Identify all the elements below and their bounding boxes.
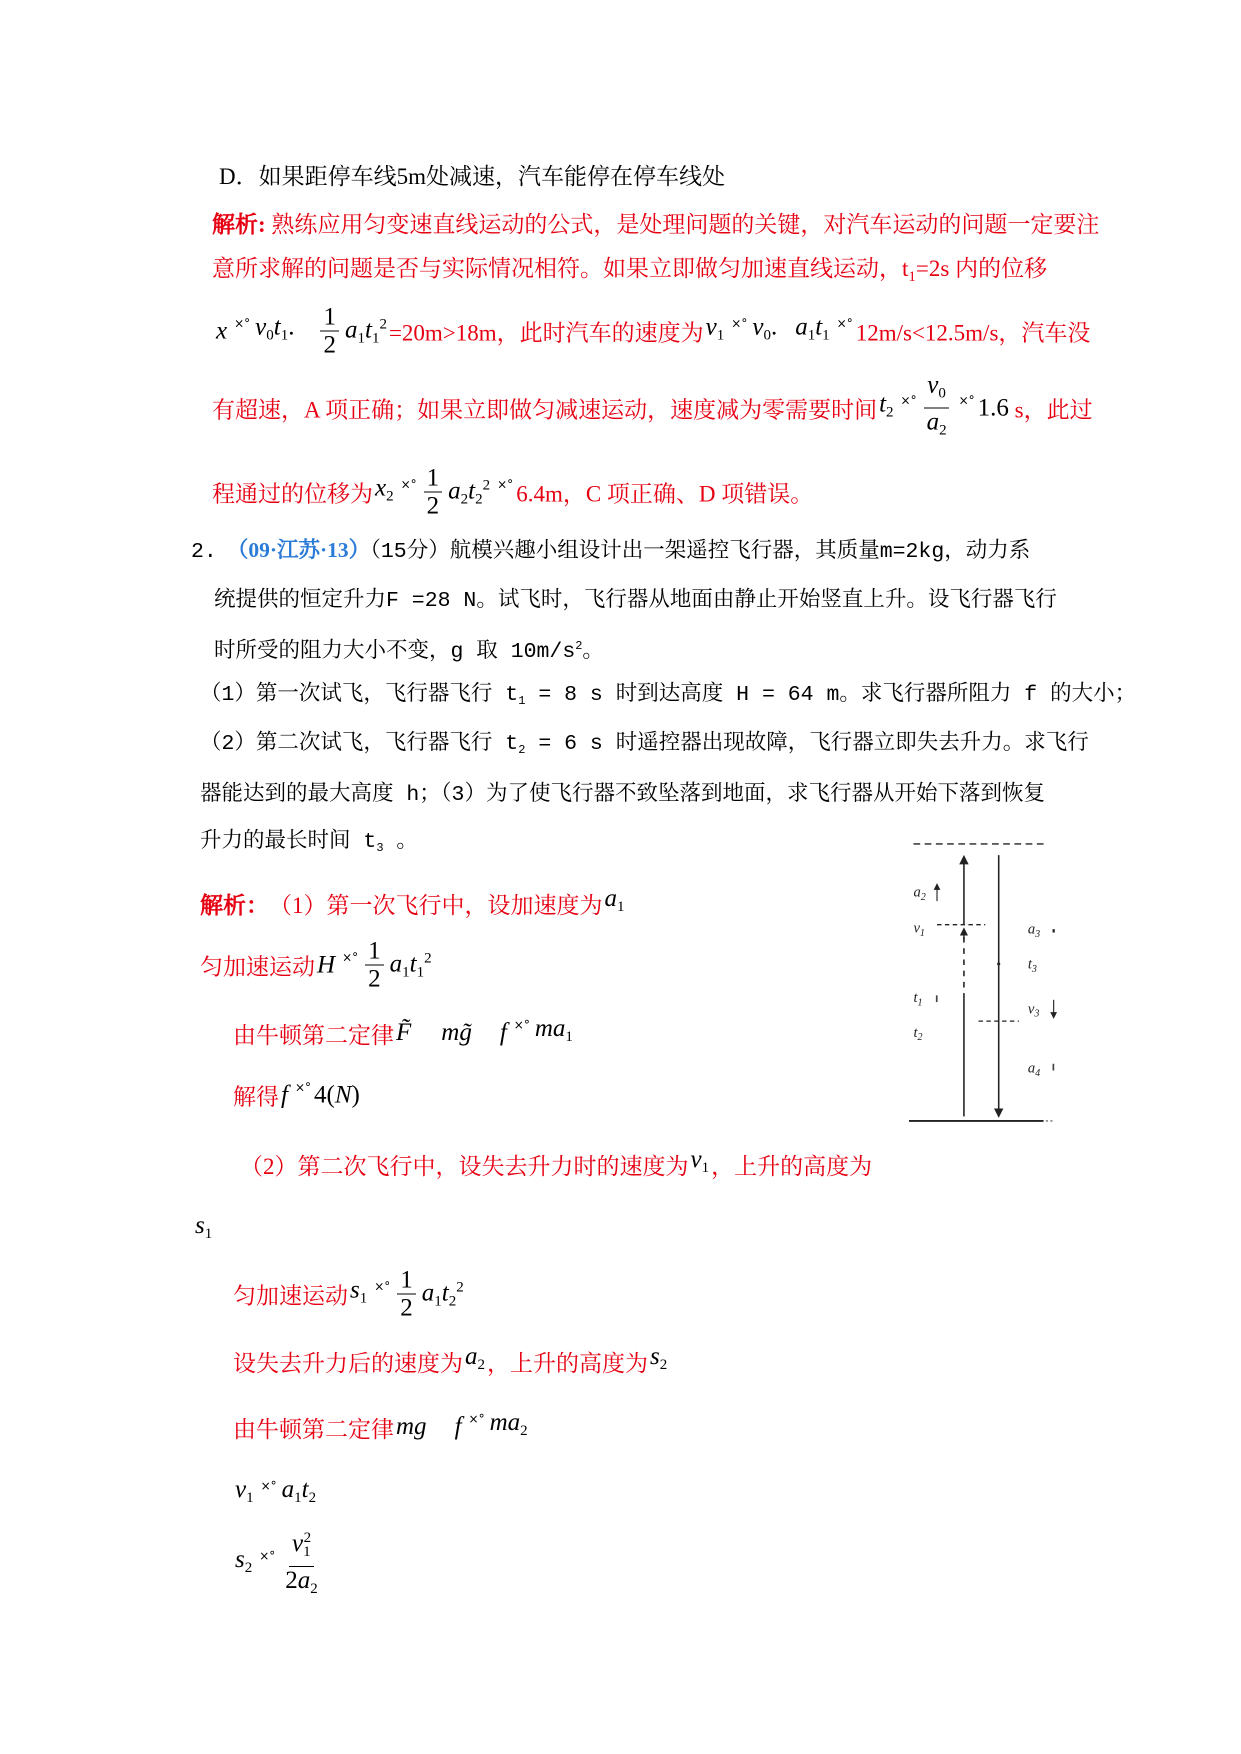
solution-text: s，此过 xyxy=(1008,397,1093,423)
t1-mark xyxy=(936,995,938,1002)
subscript: 2 xyxy=(520,1423,528,1439)
subscript: 1 xyxy=(822,327,830,343)
equals-symbol: ×° xyxy=(259,1549,276,1563)
fraction-numerator: 1 xyxy=(424,465,443,493)
solution-text: =20m>18m，此时汽车的速度为 xyxy=(388,320,704,346)
label-sub: 1 xyxy=(917,997,923,1009)
solution-text: 由牛顿第二定律 xyxy=(233,1416,394,1442)
superscript: 2 xyxy=(456,1279,464,1295)
diagram-label-a2 xyxy=(913,885,925,903)
label-sub: 4 xyxy=(1035,1068,1041,1080)
equals-symbol: ×° xyxy=(836,316,853,330)
math-paren: ) xyxy=(351,1081,360,1108)
time-value: 1.6 xyxy=(977,394,1009,421)
math-term-s1 xyxy=(350,1274,367,1314)
math-unit-N xyxy=(335,1079,352,1111)
subscript: 1 xyxy=(357,330,365,346)
diagram-label-a4 xyxy=(1028,1061,1040,1079)
subscript: 1 xyxy=(402,964,410,980)
fraction-numerator: 1 xyxy=(397,1267,416,1295)
label-var: t xyxy=(1027,956,1032,973)
fraction-numerator xyxy=(924,372,949,409)
subscript: 2 xyxy=(659,1357,668,1373)
diagram-label-a3 xyxy=(1028,922,1040,940)
fraction-one-half xyxy=(424,465,443,520)
subscript: 2 xyxy=(310,1581,318,1597)
math-var: v xyxy=(291,1530,304,1557)
motion-diagram xyxy=(900,830,1066,1136)
problem-text: = 8 s 时到达高度 H = 64 m。求飞行器所阻力 f 的大小； xyxy=(525,683,1137,707)
a4-mark xyxy=(1053,1064,1055,1071)
math-var: a xyxy=(389,950,403,977)
equals-symbol: ×° xyxy=(234,316,251,330)
superscript: 2 xyxy=(482,477,491,493)
descent-mark xyxy=(997,962,1000,965)
math-var: ma xyxy=(489,1409,521,1436)
math-var: v xyxy=(235,1476,247,1503)
math-var: t xyxy=(273,313,281,340)
subscript: 1 xyxy=(908,269,916,285)
problem-text: 。 xyxy=(582,640,604,664)
math-term-a2 xyxy=(465,1341,485,1381)
label-sub: 3 xyxy=(1035,929,1041,941)
subscript: 0 xyxy=(266,327,274,343)
subscript: 2 xyxy=(448,1293,457,1309)
solution2-line-11 xyxy=(233,1525,325,1603)
solution-text: 12m/s<12.5m/s，汽车没 xyxy=(855,320,1091,346)
math-term-a1t2 xyxy=(282,1474,316,1514)
solution2-line-3 xyxy=(233,1013,575,1053)
diagram-label-t1 xyxy=(913,990,922,1008)
subscript: 2 xyxy=(460,491,469,507)
math-var: a xyxy=(421,1279,435,1306)
subscript: 2 xyxy=(939,422,947,439)
math-var: x xyxy=(375,474,387,501)
solution-text: 设失去升力后的速度为 xyxy=(233,1350,463,1376)
math-var: mg̃ xyxy=(441,1019,472,1046)
solution2-line-2 xyxy=(200,938,434,993)
diagram-label-v1 xyxy=(913,921,925,939)
equals-symbol: ×° xyxy=(374,1279,391,1293)
solution-text: 匀加速运动 xyxy=(200,954,315,980)
math-number: 2 xyxy=(285,1567,298,1594)
fraction-numerator xyxy=(289,1525,314,1567)
diagram-label-t3 xyxy=(1028,956,1037,974)
label-var: t xyxy=(913,990,918,1007)
solution-text: （2）第二次飞行中，设失去升力时的速度为 xyxy=(240,1153,689,1179)
problem-source: （09·江苏·13） xyxy=(226,538,371,562)
math-number: 4( xyxy=(314,1081,335,1108)
math-dot: . xyxy=(770,313,778,340)
math-var: t xyxy=(364,316,372,343)
math-var: f xyxy=(499,1019,507,1046)
math-var: t xyxy=(815,313,823,340)
solution-text: ，上升的高度为 xyxy=(711,1153,873,1179)
label-var: v xyxy=(913,920,920,937)
problem-text: = 6 s 时遥控器出现故障，飞行器立即失去升力。求飞行 xyxy=(525,732,1089,756)
math-term-a1t2sq xyxy=(422,1271,464,1317)
problem-number: 2. xyxy=(191,540,217,564)
solution1-line-1 xyxy=(212,209,1099,241)
label-sub: 3 xyxy=(1034,1008,1040,1020)
superscript: 2 xyxy=(575,639,583,653)
math-var: v xyxy=(255,313,267,340)
math-var: t xyxy=(301,1476,309,1503)
problem-text: （2）第二次试飞，飞行器飞行 t xyxy=(200,732,519,756)
solution-text: =2s 内的位移 xyxy=(915,256,1048,281)
equals-symbol: ×° xyxy=(468,1412,485,1426)
fraction-denominator xyxy=(924,409,950,445)
math-var: f xyxy=(454,1413,462,1440)
subscript: 2 xyxy=(518,743,526,757)
label-var: v xyxy=(1027,1001,1035,1018)
fraction-v1sq-over-2a2 xyxy=(282,1525,321,1603)
subscript: 1 xyxy=(294,1490,302,1506)
math-var: a xyxy=(465,1343,478,1370)
subscript: 1 xyxy=(434,1293,442,1309)
solution2-line-10 xyxy=(233,1474,318,1514)
math-var: t xyxy=(441,1279,449,1306)
label-sub: 1 xyxy=(919,927,925,939)
math-term-F xyxy=(396,1017,411,1049)
solution1-line-5 xyxy=(212,465,813,520)
fraction-denominator xyxy=(282,1567,321,1603)
subscript: 1 xyxy=(280,327,289,343)
label-sub: 3 xyxy=(1031,963,1037,975)
problem2-question-1 xyxy=(200,679,1136,717)
subscript: 1 xyxy=(371,330,380,346)
subscript: 1 xyxy=(303,1544,311,1560)
math-var: s xyxy=(650,1343,660,1370)
problem-text: 器能达到的最大高度 h；（3）为了使飞行器不致坠落到地面，求飞行器从开始下落到恢复 xyxy=(200,783,1045,807)
math-term-f xyxy=(500,1017,507,1049)
subscript: 1 xyxy=(518,694,526,708)
problem-text: （1）第一次试飞，飞行器飞行 t xyxy=(200,683,519,707)
math-var: v xyxy=(705,313,717,340)
equals-symbol: ×° xyxy=(513,1018,530,1032)
subscript: 2 xyxy=(477,1357,485,1373)
fraction-denominator: 2 xyxy=(426,492,440,520)
math-var: a xyxy=(795,313,808,340)
math-var: mg xyxy=(396,1413,427,1440)
math-term-a2t2sq xyxy=(448,469,490,515)
subscript: 1 xyxy=(416,964,425,980)
problem-text: （15分）航模兴趣小组设计出一架遥控飞行器，其质量m=2kg，动力系 xyxy=(370,540,1031,564)
problem-text: 时所受的阻力大小不变，g 取 10m/s xyxy=(214,640,576,664)
solution1-formula-line xyxy=(214,304,1090,359)
solution-text: ，上升的高度为 xyxy=(487,1350,648,1376)
equals-symbol: ×° xyxy=(958,393,975,407)
math-term-a1t1 xyxy=(795,311,829,351)
math-var: F̃ xyxy=(396,1019,412,1046)
math-term-v0 xyxy=(752,311,777,351)
equals-symbol: ×° xyxy=(497,477,514,491)
fraction-one-half xyxy=(365,938,384,993)
math-term-ma2 xyxy=(490,1407,528,1447)
math-var: t xyxy=(879,390,887,417)
subscript: 2 xyxy=(386,488,394,504)
solution-label: 解析: xyxy=(212,212,266,237)
fraction-denominator: 2 xyxy=(323,331,336,359)
subscript: 3 xyxy=(376,841,384,855)
math-var: a xyxy=(344,316,358,343)
superscript: 2 xyxy=(424,950,432,966)
solution-label: 解析： xyxy=(200,892,269,918)
label-var: a xyxy=(1027,1060,1036,1077)
math-term-v1 xyxy=(706,311,725,351)
equals-symbol: ×° xyxy=(342,950,359,964)
solution2-line-9 xyxy=(233,1407,530,1447)
math-term-f xyxy=(281,1079,288,1111)
problem-text: 升力的最长时间 t xyxy=(200,830,377,854)
fraction-one-half xyxy=(397,1267,416,1322)
subscript: 0 xyxy=(763,327,771,343)
math-var: a xyxy=(297,1567,311,1594)
subscript: 1 xyxy=(246,1490,254,1506)
problem-text: 统提供的恒定升力F =28 N。试飞时，飞行器从地面由静止开始竖直上升。设飞行器飞行 xyxy=(214,589,1057,613)
math-term-v1 xyxy=(235,1474,254,1514)
math-term-s2 xyxy=(650,1341,667,1381)
math-term-v0t1 xyxy=(255,311,294,351)
math-term-ma1 xyxy=(535,1013,573,1053)
equals-symbol: ×° xyxy=(900,393,917,407)
math-term-a1 xyxy=(605,883,625,923)
diagram-label-t2 xyxy=(913,1025,922,1043)
math-term-s1 xyxy=(195,1210,212,1250)
math-term-x2 xyxy=(375,472,394,512)
subscript: 1 xyxy=(565,1029,573,1045)
math-var: v xyxy=(927,371,939,399)
label-var: t xyxy=(913,1024,918,1041)
fraction-denominator: 2 xyxy=(400,1294,413,1322)
solution-text: 解得 xyxy=(233,1084,279,1110)
problem2-line-1 xyxy=(191,534,1030,568)
problem2-question-2 xyxy=(200,728,1089,766)
solution2-line-4 xyxy=(233,1079,360,1112)
fraction-numerator: 1 xyxy=(365,938,384,966)
subscript: 1 xyxy=(204,1226,213,1242)
math-var: v xyxy=(690,1146,702,1173)
option-d-text: D．如果距停车线5m处减速，汽车能停在停车线处 xyxy=(219,164,725,189)
solution2-line-8 xyxy=(233,1341,669,1381)
subscript: 1 xyxy=(807,327,816,343)
label-var: a xyxy=(1027,921,1036,938)
math-var: ma xyxy=(534,1015,566,1042)
solution2-line-5 xyxy=(240,1144,872,1184)
math-var: a xyxy=(604,885,617,912)
label-sub: 2 xyxy=(917,1032,923,1044)
math-var: a xyxy=(448,477,461,504)
math-var: t xyxy=(409,950,417,977)
math-var: N xyxy=(334,1081,352,1108)
problem2-question-4 xyxy=(200,826,418,864)
math-var: s xyxy=(235,1546,245,1573)
math-var: s xyxy=(350,1276,360,1303)
subscript: 2 xyxy=(886,404,894,420)
solution-text: 匀加速运动 xyxy=(233,1283,348,1309)
math-var: x xyxy=(216,317,228,344)
math-term-s2 xyxy=(235,1544,252,1584)
problem2-line-3 xyxy=(214,630,604,668)
math-var: f xyxy=(281,1081,288,1108)
problem2-line-2 xyxy=(214,585,1057,617)
equals-symbol: ×° xyxy=(260,1479,277,1493)
diagram-label-v3 xyxy=(1028,1001,1040,1019)
problem2-question-3 xyxy=(200,779,1045,811)
label-sub: 2 xyxy=(920,892,926,904)
equals-symbol: ×° xyxy=(731,316,748,330)
subscript: 2 xyxy=(244,1560,253,1576)
solution-text: 程通过的位移为 xyxy=(212,481,373,507)
solution-text: 意所求解的问题是否与实际情况相符。如果立即做匀加速直线运动，t xyxy=(212,256,909,281)
math-var: v xyxy=(752,313,764,340)
solution2-line-6 xyxy=(193,1210,214,1250)
math-term-mg xyxy=(441,1017,472,1049)
subscript: 1 xyxy=(617,899,625,915)
superscript: 2 xyxy=(379,316,387,332)
option-d xyxy=(219,161,725,193)
math-term-a1t1sq xyxy=(390,942,432,988)
math-term-v1 xyxy=(691,1144,710,1184)
math-term-f xyxy=(455,1411,462,1443)
solution-text: （1）第一次飞行中，设加速度为 xyxy=(269,892,603,918)
solution2-line-1 xyxy=(200,883,627,923)
equals-symbol: ×° xyxy=(400,477,417,491)
math-term-x xyxy=(216,315,227,347)
solution1-line-2 xyxy=(212,253,1047,293)
math-var: H xyxy=(317,951,336,978)
solution2-line-7 xyxy=(233,1267,466,1322)
subscript: 1 xyxy=(701,1160,710,1176)
subscript: 0 xyxy=(938,385,946,402)
solution-text: 熟练应用匀变速直线运动的公式，是处理问题的关键，对汽车运动的问题一定要注 xyxy=(265,212,1100,237)
fraction-numerator: 1 xyxy=(320,304,339,332)
math-var: s xyxy=(195,1212,205,1239)
subscript: 1 xyxy=(716,327,725,343)
label-var: a xyxy=(913,884,921,901)
fraction-one-half xyxy=(320,304,339,359)
math-var: t xyxy=(468,477,476,504)
a3-mark xyxy=(1053,929,1055,932)
math-var: a xyxy=(281,1476,295,1503)
equals-symbol: ×° xyxy=(294,1080,312,1094)
subscript: 2 xyxy=(475,491,483,507)
solution-text: 由牛顿第二定律 xyxy=(233,1022,394,1048)
math-term-t2 xyxy=(879,388,893,428)
fraction-denominator: 2 xyxy=(368,965,381,993)
subscript: 1 xyxy=(359,1290,368,1306)
math-var: a xyxy=(926,408,940,436)
math-dot: . xyxy=(288,313,295,340)
solution1-line-4 xyxy=(212,372,1093,445)
math-term-mg xyxy=(396,1411,427,1443)
math-term-a1t1sq xyxy=(345,308,387,354)
fraction-v0-over-a2 xyxy=(924,372,950,445)
solution-text: 有超速，A 项正确；如果立即做匀减速运动，速度减为零需要时间 xyxy=(212,397,878,423)
solution-text: 6.4m，C 项正确、D 项错误。 xyxy=(516,481,814,507)
math-term-H xyxy=(317,949,335,981)
subscript: 2 xyxy=(308,1490,317,1506)
superscript: 2 xyxy=(303,1530,312,1546)
problem-text: 。 xyxy=(383,830,418,854)
